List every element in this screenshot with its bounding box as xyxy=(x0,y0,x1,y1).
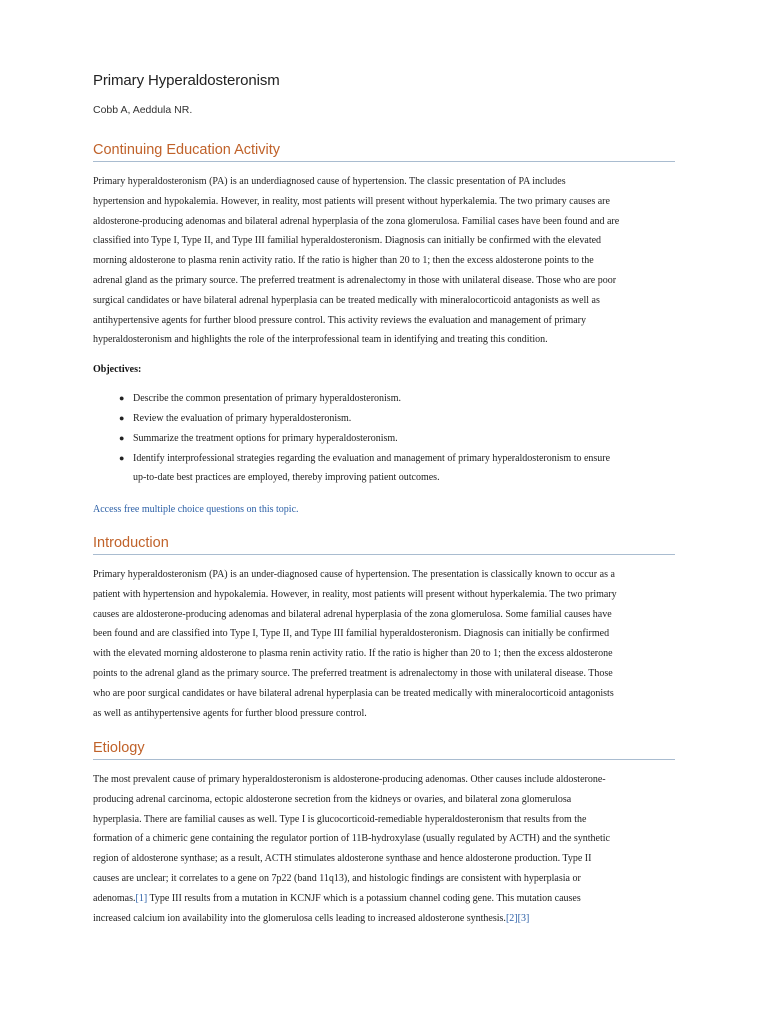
text-line: patient with hypertension and hypokalemia. However, in reality, most patients will present without hyperkalemia. The two primary xyxy=(93,588,617,600)
text-line: The most prevalent cause of primary hyperaldosteronism is aldosterone-producing adenomas. Other causes include aldosterone- xyxy=(93,774,606,785)
objectives-list xyxy=(93,389,675,488)
text-line: formation of a chimeric gene containing the regulator portion of 11B-hydroxylase (usually regulated by ACTH) and the synthetic xyxy=(93,833,610,845)
text-line: increased calcium ion availability into the glomerulosa cells leading to increased aldosterone synthesis. xyxy=(93,912,506,924)
text-line: hypertension and hypokalemia. However, in reality, most patients will present without hyperkalemia. The two primary causes are xyxy=(93,195,610,207)
access-questions-link[interactable]: Access free multiple choice questions on this topic. xyxy=(93,504,299,516)
text-line: been found and are classified into Type I, Type II, and Type III familial hyperaldosteronism. Diagnosis can initially be confirmed xyxy=(93,628,610,640)
bullet-icon: ● xyxy=(119,393,125,404)
objective-text: Identify interprofessional strategies regarding the evaluation and management of primary hyperaldosteronism to ensure xyxy=(133,452,611,464)
authors-line: Cobb A, Aeddula NR. xyxy=(93,104,193,116)
objective-text: up-to-date best practices are employed, thereby improving patient outcomes. xyxy=(133,472,440,484)
text-line: points to the adrenal gland as the primary source. The preferred treatment is adrenalectomy in those with unilateral disease. Those xyxy=(93,667,613,679)
text-line: as well as antihypertensive agents for further blood pressure control. xyxy=(93,707,367,719)
list-item xyxy=(119,429,675,449)
text-line: adenomas. xyxy=(93,892,136,904)
text-line: antihypertensive agents for further blood pressure control. This activity reviews the evaluation and management of primary xyxy=(93,314,586,326)
text-line: hyperplasia. There are familial causes as well. Type I is glucocorticoid-remediable hyperaldosteronism that results from the xyxy=(93,813,587,825)
text-line: hyperaldosteronism and highlights the role of the interprofessional team in identifying and treating this condition. xyxy=(93,334,548,346)
text-line: region of aldosterone synthase; as a result, ACTH stimulates aldosterone synthase and hence aldosterone production. Type II xyxy=(93,853,592,865)
section-heading-introduction: Introduction xyxy=(93,534,675,555)
bullet-icon: ● xyxy=(119,452,125,463)
section-introduction xyxy=(93,534,675,723)
list-item xyxy=(119,389,675,409)
list-item xyxy=(119,449,675,489)
text-line: who are poor surgical candidates or have bilateral adrenal hyperplasia can be treated medically with mineralocorticoid antagonists xyxy=(93,687,614,699)
objective-text: Describe the common presentation of primary hyperaldosteronism. xyxy=(133,393,401,405)
bullet-icon: ● xyxy=(119,432,125,443)
objective-text: Summarize the treatment options for primary hyperaldosteronism. xyxy=(133,432,398,444)
citation-link[interactable]: [1] xyxy=(135,892,148,904)
section-heading-ce-activity: Continuing Education Activity xyxy=(93,141,675,162)
section-heading-etiology: Etiology xyxy=(93,739,675,760)
text-line: classified into Type I, Type II, and Type III familial hyperaldosteronism. Diagnosis can initially be confirmed with the elevated xyxy=(93,235,602,247)
text-line: with the elevated morning aldosterone to plasma renin activity ratio. If the ratio is higher than 20 to 1; then the excess aldosterone xyxy=(93,648,613,660)
objective-text: Review the evaluation of primary hyperaldosteronism. xyxy=(133,412,352,424)
section-ce-activity xyxy=(93,141,675,517)
citation-link[interactable]: [3] xyxy=(517,912,530,924)
ce-activity-paragraph xyxy=(93,172,675,350)
objectives-label: Objectives: xyxy=(93,364,142,376)
text-line: Primary hyperaldosteronism (PA) is an underdiagnosed cause of hypertension. The classic presentation of PA includes xyxy=(93,176,566,187)
section-etiology xyxy=(93,739,675,928)
citation-link[interactable]: [2] xyxy=(505,912,518,924)
text-line: surgical candidates or have bilateral adrenal hyperplasia can be treated medically with mineralocorticoid antagonists as well as xyxy=(93,294,600,306)
bullet-icon: ● xyxy=(119,412,125,423)
text-line: aldosterone-producing adenomas and bilateral adrenal hyperplasia of the zona glomerulosa. Familial cases have been found and are xyxy=(93,215,620,227)
list-item xyxy=(119,409,675,429)
text-line: causes are unclear; it correlates to a gene on 7p22 (band 11q13), and histologic findings are consistent with hyperplasia or xyxy=(93,872,581,884)
introduction-paragraph xyxy=(93,565,675,723)
text-line: Type III results from a mutation in KCNJF which is a potassium channel coding gene. This mutation causes xyxy=(147,892,581,904)
text-line: producing adrenal carcinoma, ectopic aldosterone secretion from the kidneys or ovaries, and bilateral zona glomerulosa xyxy=(93,793,572,805)
document-title: Primary Hyperaldosteronism xyxy=(93,72,280,89)
text-line: Primary hyperaldosteronism (PA) is an under-diagnosed cause of hypertension. The presentation is classically known to occur as a xyxy=(93,569,615,580)
text-line: adrenal gland as the primary source. The preferred treatment is adrenalectomy in those with unilateral disease. Those who are poor xyxy=(93,274,617,286)
text-line: morning aldosterone to plasma renin activity ratio. If the ratio is higher than 20 to 1; then the excess aldosterone points to the xyxy=(93,255,594,267)
etiology-paragraph xyxy=(93,770,675,928)
text-line: causes are aldosterone-producing adenomas and bilateral adrenal hyperplasia of the zona glomerulosa. Some familial causes have xyxy=(93,608,612,620)
